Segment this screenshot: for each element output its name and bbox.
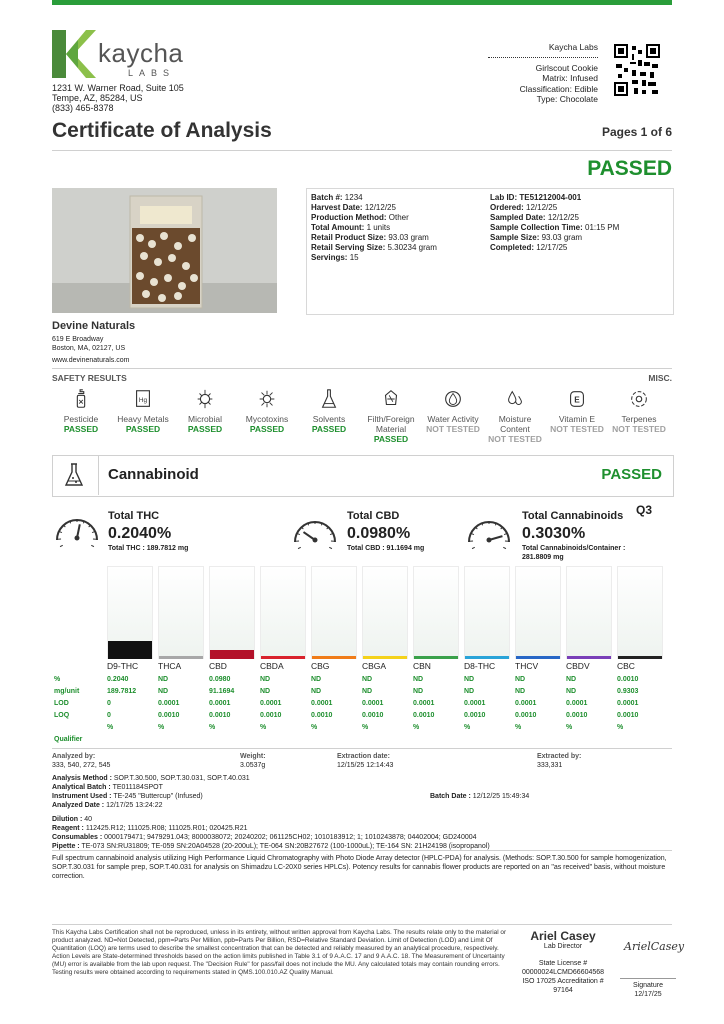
safety-item-status: NOT TESTED	[550, 424, 604, 434]
product-matrix: Matrix: Infused	[542, 73, 598, 83]
total-cbd-gauge	[290, 512, 340, 557]
analyte-cell: 0.0010	[413, 712, 435, 719]
analyte-tube	[566, 566, 612, 659]
safety-item-status: PASSED	[311, 424, 347, 434]
safety-item-label: Water Activity	[427, 414, 479, 424]
batch-row-value: 93.03 gram	[541, 233, 583, 242]
analyte-cell: 0.0010	[260, 712, 282, 719]
iso-value: 97164	[553, 987, 573, 994]
svg-text:E: E	[574, 395, 580, 405]
batch-row	[311, 243, 437, 253]
analyte-cell: 0.0001	[515, 700, 537, 707]
analyte-cell: 189.7812	[107, 688, 137, 695]
safety-item-solvents	[297, 388, 361, 434]
analyzed-date-value: 12/17/25 13:24:22	[106, 802, 163, 809]
lab-address	[52, 83, 184, 113]
safety-item-microbial	[173, 388, 237, 434]
mycotoxins-icon	[257, 388, 277, 410]
batch-row-label: Retail Product Size:	[311, 233, 387, 242]
batch-date-value: 12/12/25 15:49:34	[472, 793, 530, 800]
analyte-level-band	[261, 656, 305, 659]
filth-icon	[381, 388, 401, 410]
analysis-method-value: SOP.T.30.500, SOP.T.30.031, SOP.T.40.031	[113, 775, 250, 782]
safety-divider	[52, 368, 672, 369]
batch-row-label: Total Amount:	[311, 223, 365, 232]
batch-row	[490, 243, 619, 253]
analyte-cell: 0.0001	[311, 700, 333, 707]
analyte-cell: %	[260, 724, 267, 731]
safety-item-vitamin-e	[545, 388, 609, 434]
analyte-cell: 0.0001	[413, 700, 435, 707]
safety-item-label: Pesticide	[63, 414, 99, 424]
total-cbd-label: Total CBD	[347, 510, 400, 522]
batch-row-value: 15	[349, 253, 359, 262]
lab-address-line2: Tempe, AZ, 85284, US	[52, 93, 143, 103]
qr-code[interactable]	[614, 44, 660, 101]
qr-code-icon	[614, 44, 660, 96]
analyte-cell: ND	[260, 688, 271, 695]
batch-row	[311, 223, 437, 233]
total-cannabinoids-pct: 0.3030%	[522, 525, 586, 542]
dilution-label: Dilution :	[52, 816, 83, 823]
signature-block	[620, 978, 676, 999]
analyte-tube	[107, 566, 153, 659]
analyte-cell: 0.0001	[566, 700, 588, 707]
total-thc-gauge	[52, 510, 102, 555]
total-cannabinoids-sub2: 281.8809 mg	[522, 554, 564, 561]
pipette-label: Pipette :	[52, 843, 80, 850]
analyte-cell: 0.0001	[464, 700, 486, 707]
director-title: Lab Director	[543, 943, 583, 950]
batch-row	[311, 203, 437, 213]
analyte-tube	[260, 566, 306, 659]
footer-divider	[52, 924, 672, 925]
total-thc-label: Total THC	[108, 510, 160, 522]
weight-label: Weight:	[240, 753, 266, 760]
batch-row	[490, 193, 619, 203]
analyte-column-header: THCV	[515, 661, 539, 671]
top-accent-bar	[52, 0, 672, 5]
analyte-cell: ND	[158, 688, 169, 695]
iso-label: ISO 17025 Accreditation #	[522, 978, 604, 985]
reagent-label: Reagent :	[52, 825, 84, 832]
product-divider	[488, 53, 598, 58]
analyte-tube	[617, 566, 663, 659]
analyte-cell: ND	[464, 676, 475, 683]
analyte-column-header: D8-THC	[464, 661, 496, 671]
misc-title: MISC.	[648, 373, 672, 383]
analyte-level-band	[210, 650, 254, 659]
analyte-level-band	[159, 656, 203, 659]
total-cbd-pct: 0.0980%	[347, 525, 411, 542]
batch-row-value: 12/12/25	[547, 213, 579, 222]
cannabinoid-title: Cannabinoid	[108, 466, 199, 483]
client-address	[52, 335, 129, 365]
safety-item-status: NOT TESTED	[612, 424, 666, 434]
analyte-cell: ND	[311, 688, 322, 695]
consumables-label: Consumables :	[52, 834, 103, 841]
analyte-cell: ND	[311, 676, 322, 683]
analyte-cell: ND	[413, 688, 424, 695]
license-label: State License #	[538, 960, 588, 967]
analyte-row-label: %	[54, 676, 61, 683]
flask-icon	[64, 462, 84, 493]
gauge-icon	[464, 512, 514, 552]
analysis-method-label: Analysis Method :	[52, 775, 112, 782]
analyte-cell: ND	[464, 688, 475, 695]
analyte-cell: %	[464, 724, 471, 731]
consumables-value: 0000179471; 9479291.043; 8000038072; 20240202; 061125CH02; 1010183912; 1; 1010243878; 04402004; GD240004	[104, 834, 477, 841]
total-thc-sub: Total THC : 189.7812 mg	[108, 545, 189, 552]
safety-item-label: Microbial	[187, 414, 222, 424]
analyte-tube	[464, 566, 510, 659]
analyte-cell: 0.0010	[515, 712, 537, 719]
batch-info-left	[311, 193, 437, 263]
batch-row	[490, 203, 619, 213]
product-photo	[52, 188, 277, 313]
analyte-cell: 91.1694	[209, 688, 235, 695]
analyte-column-header: CBDV	[566, 661, 590, 671]
batch-row-label: Sampled Date:	[490, 213, 546, 222]
total-cannabinoids-gauge	[464, 512, 514, 557]
instrument-label: Instrument Used :	[52, 793, 112, 800]
analyte-cell: ND	[260, 676, 271, 683]
analyte-column-header: CBC	[617, 661, 635, 671]
total-cannabinoids-label: Total Cannabinoids	[522, 510, 624, 522]
reagent-value: 112425.R12; 111025.R08; 111025.R01; 020425.R21	[85, 825, 248, 832]
batch-row-label: Batch #:	[311, 193, 343, 202]
analyte-cell: ND	[362, 676, 373, 683]
analyte-cell: %	[107, 724, 114, 731]
batch-row-label: Completed:	[490, 243, 534, 252]
safety-item-water-activity	[421, 388, 485, 434]
safety-item-status: PASSED	[249, 424, 285, 434]
batch-date	[430, 792, 529, 801]
water-activity-icon	[443, 388, 463, 410]
product-type: Type: Chocolate	[536, 94, 598, 104]
analyte-cell: ND	[566, 688, 577, 695]
analyte-column-header: CBN	[413, 661, 431, 671]
terpenes-icon	[629, 388, 649, 410]
analyte-row-label: mg/unit	[54, 688, 80, 695]
safety-item-status: PASSED	[125, 424, 161, 434]
safety-item-label: Filth/Foreign Material	[367, 414, 415, 434]
lab-director-block	[512, 929, 614, 995]
analyte-cell: ND	[515, 688, 526, 695]
analyte-tube	[413, 566, 459, 659]
microbial-icon	[195, 388, 215, 410]
safety-item-mycotoxins	[235, 388, 299, 434]
kaycha-logo-icon	[52, 30, 96, 78]
page-title: Certificate of Analysis	[52, 119, 272, 142]
batch-row-value: 01:15 PM	[585, 223, 620, 232]
analyte-cell: 0.0980	[209, 676, 231, 683]
batch-row-label: Retail Serving Size:	[311, 243, 386, 252]
batch-row-value: 1234	[344, 193, 363, 202]
analysis-method-block	[52, 774, 250, 810]
batch-date-label: Batch Date :	[430, 793, 471, 800]
footer-disclaimer: This Kaycha Labs Certification shall not be reproduced, unless in its entirety, without written approval from Kaycha Labs. The results relate only to the material or product analyzed. ND=Not Detected, ppm=Parts Per Million, ppb=Parts Per Billion, RSD=Relative Standard Deviation. Limit of Detection (LOD) and Limit Of Quantitation (LOQ) are terms used to describe the smallest concentration that can be detected and reliably measured by an analytical procedure, respectively. Action Levels are State-determined thresholds based on the action limits published in Table 3.1 of 9 A.A.C. 17 and 9 A.A.C. 18. The Measurement of Uncertainty (MU) error is available from the lab upon request. The "Decision Rule" for pass/fail does not include the MU. Any calculated totals may contain rounding errors. Testing results were obtained according to requirements stated in QMS.100.010.AZ Quality Manual.	[52, 929, 507, 976]
analyte-column-header: CBDA	[260, 661, 284, 671]
extracted-by	[537, 752, 581, 770]
safety-item-status: NOT TESTED	[426, 424, 480, 434]
analyte-column-header: CBGA	[362, 661, 387, 671]
lab-address-line1: 1231 W. Warner Road, Suite 105	[52, 83, 184, 93]
batch-row-label: Servings:	[311, 253, 348, 262]
analyte-cell: 0.0010	[362, 712, 384, 719]
analyte-cell: 0.0001	[617, 700, 639, 707]
safety-item-status: PASSED	[373, 434, 409, 444]
total-cbd-sub: Total CBD : 91.1694 mg	[347, 545, 425, 552]
batch-row-value: 12/12/25	[364, 203, 396, 212]
analyte-tube	[311, 566, 357, 659]
batch-row	[490, 233, 619, 243]
batch-row-value: 93.03 gram	[388, 233, 429, 242]
analyte-row-label: Qualifier	[54, 736, 83, 743]
signature-label: Signature	[633, 982, 663, 989]
analyte-tube	[158, 566, 204, 659]
analyte-cell: 0.0010	[617, 676, 639, 683]
dilution-value: 40	[84, 816, 93, 823]
kaycha-logo	[52, 30, 96, 83]
analyte-cell: 0.0010	[566, 712, 588, 719]
safety-item-status: NOT TESTED	[488, 434, 542, 444]
product-lab-name: Kaycha Labs	[548, 42, 598, 52]
logo-sub: LABS	[128, 68, 176, 78]
safety-item-heavy-metals	[111, 388, 175, 434]
batch-row	[490, 213, 619, 223]
analyte-row-label: LOQ	[54, 712, 70, 719]
analyte-cell: %	[617, 724, 624, 731]
license-value: 00000024LCMD66604568	[521, 969, 605, 976]
extraction-date	[337, 752, 393, 770]
logo-wordmark: kaycha	[98, 38, 184, 68]
pesticide-icon	[71, 388, 91, 410]
analyte-column-header: CBG	[311, 661, 330, 671]
overall-status: PASSED	[587, 157, 672, 180]
extracted-by-value: 333,331	[537, 762, 563, 769]
analyte-cell: ND	[413, 676, 424, 683]
heavy-metals-icon	[133, 388, 153, 410]
svg-text:Hg: Hg	[138, 396, 148, 404]
signature-date: 12/17/25	[634, 991, 662, 998]
batch-row	[311, 233, 437, 243]
description-divider	[52, 850, 672, 851]
safety-item-label: Vitamin E	[558, 414, 596, 424]
total-cannabinoids-sub	[522, 544, 625, 562]
batch-row-value: Other	[388, 213, 409, 222]
analyte-cell: %	[158, 724, 165, 731]
analytical-batch-label: Analytical Batch :	[52, 784, 111, 791]
batch-row	[490, 223, 619, 233]
extraction-date-value: 12/15/25 12:14:43	[337, 762, 394, 769]
cannabinoid-status: PASSED	[601, 466, 662, 483]
analyte-column-header: THCA	[158, 661, 182, 671]
analyte-cell: 0	[107, 712, 111, 719]
batch-row-label: Lab ID:	[490, 193, 518, 202]
analyzed-by	[52, 752, 110, 770]
analyte-cell: 0.0010	[617, 712, 639, 719]
batch-row	[311, 253, 437, 263]
analyte-cell: 0.9303	[617, 688, 639, 695]
total-thc-pct: 0.2040%	[108, 525, 172, 542]
analyte-cell: 0.0010	[464, 712, 486, 719]
method-description: Full spectrum cannabinoid analysis utilizing High Performance Liquid Chromatography with Photo Diode Array detector (HPLC-PDA) for analysis. (Methods: SOP.T.30.500 for sample homogenization, SOP.T.30.031 for sample prep, SOP.T.40.031 for analysis on Shimadzu LC-20X0 series HPLCs). Potency results for cannabis flower products are reported on an "as received" basis, without moisture correction.	[52, 855, 667, 880]
total-cannabinoids-sub1: Total Cannabinoids/Container :	[522, 545, 626, 552]
batch-row-label: Ordered:	[490, 203, 524, 212]
safety-item-pesticide	[49, 388, 113, 434]
client-address-line1: 619 E Broadway	[52, 336, 104, 343]
client-address-line2: Boston, MA, 02127, US	[52, 345, 126, 352]
analyte-level-band	[618, 656, 662, 659]
analyte-cell: ND	[158, 676, 169, 683]
reagent-block	[52, 815, 672, 851]
batch-row-value: 1 units	[366, 223, 391, 232]
q3-label: Q3	[636, 503, 653, 517]
signature-image: ArielCasey	[624, 940, 685, 953]
batch-row-label: Sample Collection Time:	[490, 223, 583, 232]
product-photo-image	[52, 188, 277, 313]
analyte-level-band	[516, 656, 560, 659]
product-name: Girlscout Cookie	[535, 62, 598, 73]
safety-item-moisture	[483, 388, 547, 444]
analyte-cell: ND	[515, 676, 526, 683]
analyte-cell: 0.0010	[209, 712, 231, 719]
analyte-level-band	[465, 656, 509, 659]
analyte-cell: 0.0010	[158, 712, 180, 719]
analyte-row-label: LOD	[54, 700, 69, 707]
analyte-column-header: CBD	[209, 661, 227, 671]
pipette-value: TE-073 SN:RU31809; TE-059 SN:20A04528 (20-200uL); TE-064 SN:20B27672 (100-1000uL); TE-164 SN: 21H24198 (isopropanol)	[81, 843, 490, 850]
batch-row	[311, 213, 437, 223]
analyte-cell: 0	[107, 700, 111, 707]
gauge-icon	[52, 510, 102, 550]
gauge-icon	[290, 512, 340, 552]
analyte-level-band	[363, 656, 407, 659]
analyte-cell: 0.0001	[209, 700, 231, 707]
safety-item-status: PASSED	[187, 424, 223, 434]
analyte-level-band	[312, 656, 356, 659]
weight	[240, 752, 266, 770]
extraction-date-label: Extraction date:	[337, 753, 390, 760]
analyzed-by-value: 333, 540, 272, 545	[52, 762, 111, 769]
instrument-value: TE-245 "Buttercup" (Infused)	[113, 793, 203, 800]
moisture-icon	[505, 388, 525, 410]
batch-row-value: 12/17/25	[536, 243, 568, 252]
batch-row	[311, 193, 437, 203]
batch-row-label: Sample Size:	[490, 233, 540, 242]
analyte-cell: ND	[362, 688, 373, 695]
batch-row-value: TE51212004-001	[519, 193, 582, 202]
weight-value: 3.0537g	[240, 762, 266, 769]
analyte-cell: 0.0001	[362, 700, 384, 707]
batch-row-label: Production Method:	[311, 213, 387, 222]
analyte-cell: %	[566, 724, 573, 731]
analyte-level-band	[414, 656, 458, 659]
analyzed-by-label: Analyzed by:	[52, 753, 96, 760]
analyte-cell: ND	[566, 676, 577, 683]
safety-item-terpenes	[607, 388, 671, 434]
product-classification: Classification: Edible	[519, 83, 598, 94]
director-name: Ariel Casey	[530, 929, 596, 943]
analyte-cell: 0.0001	[260, 700, 282, 707]
lab-phone: (833) 465-8378	[52, 103, 114, 113]
analyte-cell: %	[413, 724, 420, 731]
analyte-level-band	[567, 656, 611, 659]
analyte-cell: 0.0001	[158, 700, 180, 707]
page-count: Pages 1 of 6	[601, 125, 672, 139]
safety-item-label: Terpenes	[621, 414, 657, 424]
analyte-cell: %	[362, 724, 369, 731]
cannabinoid-header-separator	[98, 455, 99, 495]
safety-item-label: Heavy Metals	[117, 414, 169, 424]
analyte-tube	[209, 566, 255, 659]
safety-item-status: PASSED	[63, 424, 99, 434]
analyte-column-header: D9-THC	[107, 661, 139, 671]
client-website[interactable]: www.devinenaturals.com	[52, 357, 130, 364]
client-name: Devine Naturals	[52, 320, 136, 332]
batch-row-value: 5.30234 gram	[387, 243, 437, 252]
batch-row-value: 12/12/25	[526, 203, 558, 212]
solvents-icon	[319, 388, 339, 410]
analyte-cell: %	[209, 724, 216, 731]
safety-item-label: Moisture Content	[498, 414, 532, 434]
analyte-tube	[362, 566, 408, 659]
analyzed-date-label: Analyzed Date :	[52, 802, 105, 809]
analytical-batch-value: TE011184SPOT	[112, 784, 163, 791]
analyte-cell: 0.0010	[311, 712, 333, 719]
safety-item-filth	[359, 388, 423, 444]
batch-row-label: Harvest Date:	[311, 203, 363, 212]
analyte-tube	[515, 566, 561, 659]
analyte-cell: 0.2040	[107, 676, 129, 683]
analyte-cell: %	[311, 724, 318, 731]
batch-info-right	[490, 193, 619, 253]
safety-item-label: Mycotoxins	[245, 414, 289, 424]
safety-item-label: Solvents	[312, 414, 346, 424]
analysis-divider	[52, 748, 672, 749]
title-divider	[52, 150, 672, 151]
extracted-by-label: Extracted by:	[537, 753, 582, 760]
safety-title: SAFETY RESULTS	[52, 373, 127, 383]
analyte-cell: %	[515, 724, 522, 731]
vitamin-e-icon	[567, 388, 587, 410]
analyte-level-band	[108, 641, 152, 659]
product-info	[488, 42, 598, 105]
